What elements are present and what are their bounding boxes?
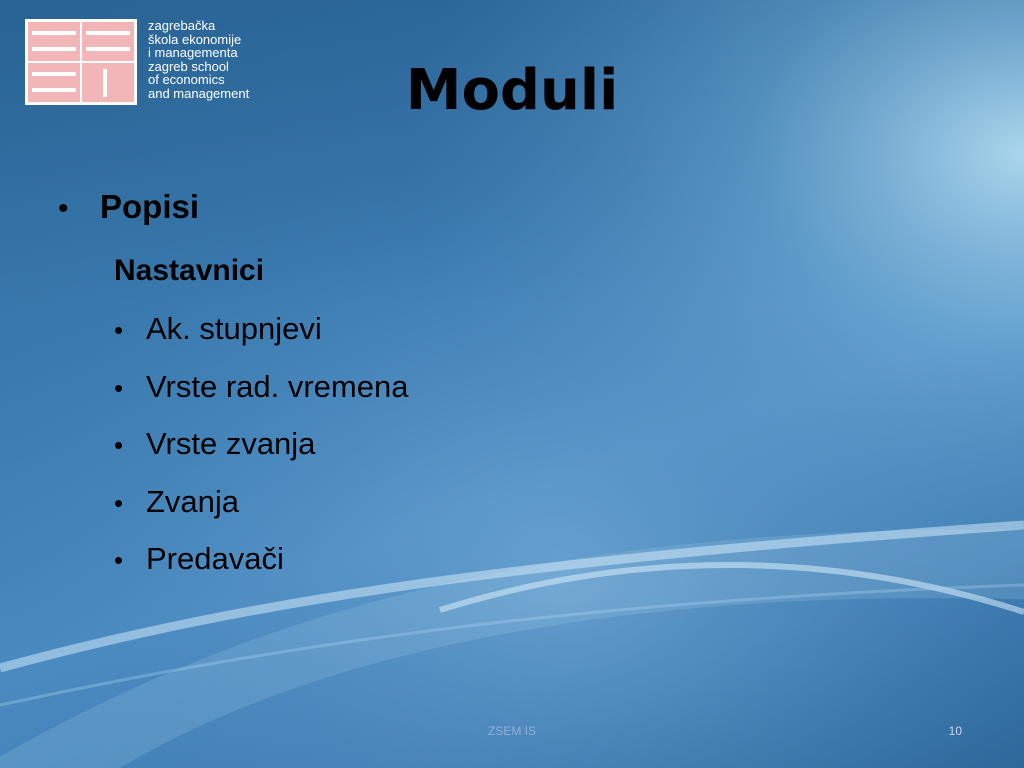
bullet-icon: • [114, 315, 124, 345]
logo-line: and management [148, 85, 250, 101]
list-item-text: Predavači [146, 541, 284, 576]
bullet-icon: • [114, 487, 124, 518]
list-item [114, 358, 958, 416]
list-item-text: Vrste rad. vremena [146, 368, 409, 404]
list-item-text: Zvanja [146, 483, 240, 519]
sub-heading: Nastavnici [114, 254, 265, 287]
logo-line: zagrebačka [148, 18, 216, 33]
list-item [114, 415, 958, 473]
bullet-icon: • [114, 372, 124, 403]
slide-title-text: Moduli [405, 58, 619, 123]
logo-line: i managementa [148, 45, 238, 61]
bullet-main [58, 188, 958, 242]
bullet-main-text: Popisi [100, 188, 200, 225]
bullet-icon: • [114, 545, 124, 575]
list-item-text: Ak. stupnjevi [146, 311, 322, 346]
slide-content [58, 188, 958, 588]
list-item [114, 473, 958, 531]
bullet-icon: • [114, 430, 124, 460]
footer-text: ZSEM IS [487, 724, 536, 738]
logo-line: of economics [148, 72, 225, 88]
list-item [114, 530, 958, 588]
page-number: 10 [948, 724, 962, 738]
logo-line: zagreb school [148, 58, 229, 74]
list-item [114, 300, 958, 358]
logo-line: škola ekonomije [148, 31, 242, 47]
bullet-icon: • [58, 192, 69, 225]
slide-title [0, 58, 1024, 123]
list-item-text: Vrste zvanja [146, 426, 316, 461]
